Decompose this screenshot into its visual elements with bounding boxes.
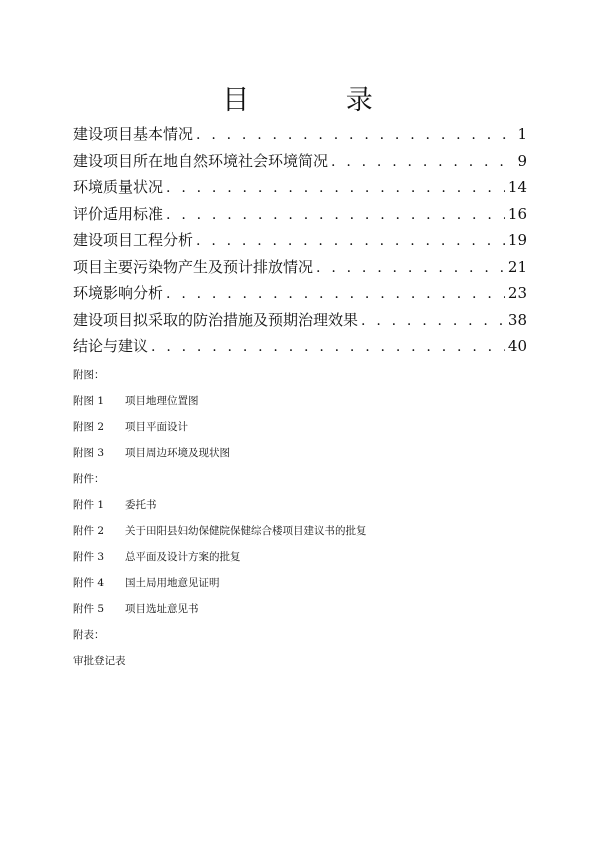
toc-leader-dots xyxy=(331,149,514,176)
toc-entry xyxy=(73,280,527,307)
toc-entry xyxy=(73,307,527,334)
attachment-title: 委托书 xyxy=(125,499,157,511)
toc-entry xyxy=(73,174,527,201)
toc-entry-label: 项目主要污染物产生及预计排放情况 xyxy=(73,257,314,276)
figure-item xyxy=(73,388,533,414)
toc-leader-dots xyxy=(166,202,505,229)
table-item: 审批登记表 xyxy=(73,655,126,667)
toc-entry xyxy=(73,148,527,175)
toc-leader-dots xyxy=(316,255,505,282)
toc-leader-dots xyxy=(196,122,514,149)
toc-entry xyxy=(73,201,527,228)
toc-entry-page: 16 xyxy=(507,204,527,223)
attachment-item xyxy=(73,570,533,596)
toc-entry-label: 环境影响分析 xyxy=(73,284,164,302)
toc-leader-dots xyxy=(166,175,505,202)
toc-entry-page: 40 xyxy=(507,337,527,355)
toc-entry xyxy=(73,227,527,254)
figure-number: 附图 1 xyxy=(73,395,105,407)
toc-entry-page: 38 xyxy=(507,310,527,329)
attachment-number: 附件 1 xyxy=(73,499,105,511)
toc-leader-dots xyxy=(196,228,505,255)
figure-title: 项目地理位置图 xyxy=(125,395,199,407)
toc-entry-label: 建设项目工程分析 xyxy=(73,231,194,249)
table-of-contents xyxy=(73,121,527,360)
attachment-title: 关于田阳县妇幼保健院保健综合楼项目建议书的批复 xyxy=(125,525,367,537)
toc-entry-page: 19 xyxy=(507,231,527,249)
attachment-number: 附件 5 xyxy=(73,603,105,615)
attachment-item xyxy=(73,596,533,622)
figure-item xyxy=(73,414,533,440)
toc-entry-label: 建设项目基本情况 xyxy=(73,125,194,143)
toc-entry-page: 23 xyxy=(507,284,527,302)
toc-entry-label: 建设项目所在地自然环境社会环境简况 xyxy=(73,151,329,170)
figure-item xyxy=(73,440,533,466)
toc-entry-page: 14 xyxy=(507,178,527,196)
toc-entry xyxy=(73,333,527,360)
toc-entry-label: 环境质量状况 xyxy=(73,178,164,196)
toc-leader-dots xyxy=(151,334,505,361)
attachment-item xyxy=(73,544,533,570)
attachment-number: 附件 2 xyxy=(73,525,105,537)
toc-entry-page: 21 xyxy=(507,257,527,276)
toc-entry-label: 结论与建议 xyxy=(73,337,149,355)
toc-leader-dots xyxy=(361,308,505,335)
figure-title: 项目周边环境及现状图 xyxy=(125,447,230,459)
toc-entry-page: 1 xyxy=(517,125,527,143)
attachment-number: 附件 3 xyxy=(73,551,105,563)
figure-number: 附图 2 xyxy=(73,421,105,433)
figures-heading: 附图： xyxy=(73,369,105,381)
toc-leader-dots xyxy=(166,281,505,308)
figure-number: 附图 3 xyxy=(73,447,105,459)
figure-title: 项目平面设计 xyxy=(125,421,188,433)
attachment-title: 总平面及设计方案的批复 xyxy=(125,551,241,563)
toc-entry-page: 9 xyxy=(517,151,527,170)
page-title: 目 录 xyxy=(222,85,417,116)
attachment-item xyxy=(73,518,533,544)
attachments-heading: 附件： xyxy=(73,473,105,485)
attachment-title: 国土局用地意见证明 xyxy=(125,577,220,589)
toc-entry xyxy=(73,254,527,281)
tables-heading: 附表： xyxy=(73,629,105,641)
toc-entry-label: 评价适用标准 xyxy=(73,204,164,223)
attachment-title: 项目选址意见书 xyxy=(125,603,199,615)
appendix-list xyxy=(73,362,533,674)
attachment-item xyxy=(73,492,533,518)
attachment-number: 附件 4 xyxy=(73,577,105,589)
toc-entry-label: 建设项目拟采取的防治措施及预期治理效果 xyxy=(73,310,359,329)
toc-entry xyxy=(73,121,527,148)
